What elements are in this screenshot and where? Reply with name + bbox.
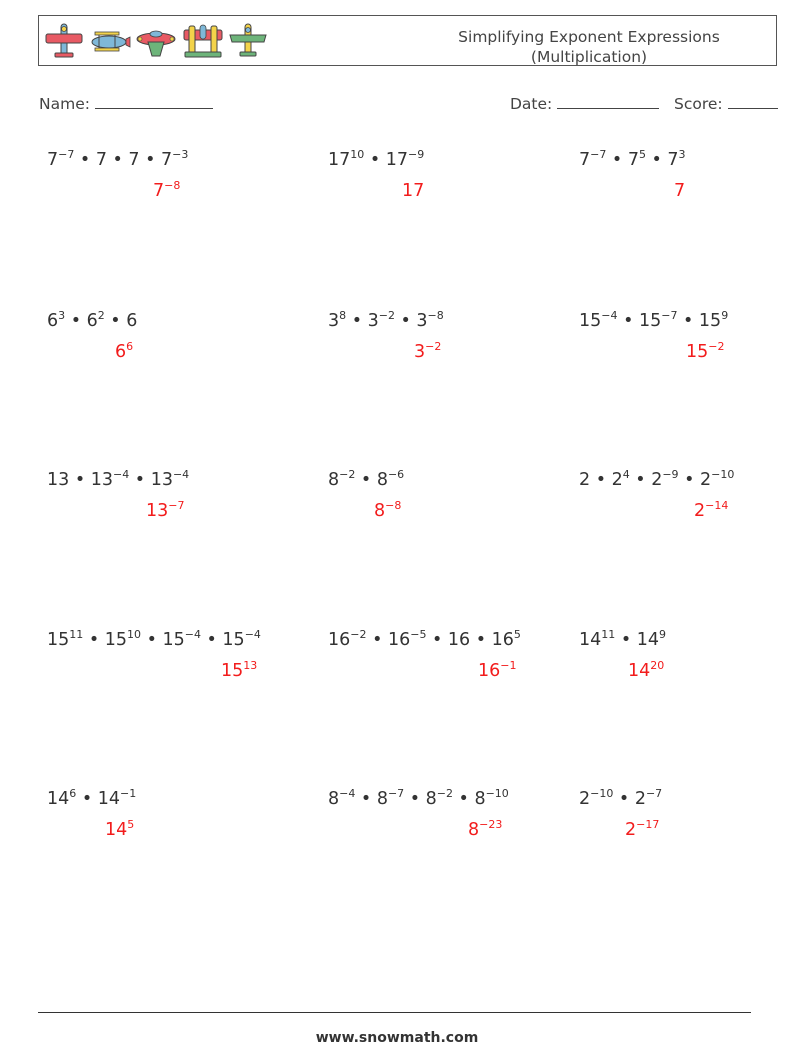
- term-exponent: 10: [350, 148, 365, 161]
- problem-6: [579, 311, 728, 331]
- term-base: 2: [634, 789, 646, 809]
- name-field[interactable]: [95, 93, 213, 109]
- term: [222, 630, 261, 650]
- term-base: 7: [161, 150, 173, 170]
- footer-url: www.snowmath.com: [315, 1030, 479, 1046]
- answer-6: [686, 342, 725, 362]
- multiply-dot: •: [613, 789, 635, 809]
- term: [328, 470, 355, 490]
- answer-1: [153, 181, 180, 201]
- term: [700, 470, 734, 490]
- multiply-dot: •: [106, 150, 129, 170]
- multiply-dot: •: [355, 789, 377, 809]
- problem-12: [579, 630, 666, 650]
- answer-exponent: −14: [705, 499, 729, 512]
- term-base: 14: [636, 630, 660, 650]
- term-exponent: −5: [410, 628, 427, 641]
- term-exponent: −10: [590, 787, 614, 800]
- problem-2: [328, 150, 424, 170]
- term-base: 8: [376, 470, 388, 490]
- date-label: Date:: [510, 95, 553, 113]
- term-exponent: −6: [387, 468, 405, 481]
- worksheet-title: [399, 27, 779, 67]
- answer-base: 8: [374, 501, 386, 521]
- answer-7: [146, 501, 185, 521]
- answer-9: [694, 501, 728, 521]
- term-exponent: −1: [120, 787, 137, 800]
- term: [612, 470, 630, 490]
- answer-base: 6: [115, 342, 127, 362]
- term-base: 17: [385, 150, 409, 170]
- multiply-dot: •: [139, 150, 161, 170]
- name-row: [39, 93, 213, 113]
- term: [579, 311, 618, 331]
- term-exponent: −4: [184, 628, 201, 641]
- multiply-dot: •: [74, 150, 96, 170]
- term: [667, 150, 685, 170]
- answer-base: 14: [105, 820, 128, 840]
- twin-engine-plane-icon: [181, 22, 225, 60]
- multiply-dot: •: [452, 789, 475, 809]
- answer-2: [402, 181, 424, 201]
- term-exponent: 8: [339, 309, 347, 322]
- answer-exponent: −8: [164, 179, 181, 192]
- term-exponent: −2: [339, 468, 356, 481]
- term: [579, 789, 613, 809]
- term-base: 13: [90, 470, 114, 490]
- answer-base: 3: [414, 342, 426, 362]
- term-base: 6: [47, 311, 59, 331]
- term-exponent: 2: [97, 309, 105, 322]
- term: [448, 630, 470, 650]
- term-base: 8: [328, 789, 340, 809]
- term: [377, 470, 404, 490]
- term-exponent: 4: [622, 468, 630, 481]
- term: [96, 150, 107, 170]
- multiply-dot: •: [76, 789, 98, 809]
- term: [151, 470, 190, 490]
- problem-11: [328, 630, 521, 650]
- term: [328, 311, 346, 331]
- term-base: 7: [627, 150, 639, 170]
- multiply-dot: •: [65, 311, 87, 331]
- multiply-dot: •: [141, 630, 163, 650]
- term-exponent: −2: [350, 628, 367, 641]
- term-base: 2: [579, 789, 591, 809]
- term-exponent: 10: [127, 628, 142, 641]
- term: [579, 150, 606, 170]
- answer-base: 16: [478, 661, 501, 681]
- answer-exponent: 20: [650, 659, 665, 672]
- answer-12: [628, 661, 664, 681]
- title-line-2: (Multiplication): [530, 48, 648, 66]
- multiply-dot: •: [83, 630, 105, 650]
- multiply-dot: •: [678, 470, 700, 490]
- term: [98, 789, 137, 809]
- term-base: 2: [700, 470, 712, 490]
- answer-exponent: −8: [385, 499, 402, 512]
- problem-4: [47, 311, 137, 331]
- problem-15: [579, 789, 662, 809]
- term-base: 3: [416, 311, 428, 331]
- multiply-dot: •: [645, 150, 668, 170]
- multiply-dot: •: [629, 470, 652, 490]
- term-base: 6: [126, 311, 138, 331]
- term-base: 13: [47, 470, 70, 490]
- term: [635, 789, 662, 809]
- term-base: 3: [328, 311, 340, 331]
- problem-10: [47, 630, 261, 650]
- term-exponent: −2: [436, 787, 453, 800]
- term-base: 15: [222, 630, 245, 650]
- problem-3: [579, 150, 686, 170]
- term-exponent: 5: [513, 628, 521, 641]
- term-base: 13: [150, 470, 173, 490]
- term-exponent: −4: [172, 468, 190, 481]
- biplane-icon: [87, 22, 131, 60]
- term: [426, 789, 453, 809]
- answer-base: 2: [625, 820, 637, 840]
- term: [47, 470, 69, 490]
- term-base: 7: [95, 150, 107, 170]
- multiply-dot: •: [615, 630, 637, 650]
- answer-14: [468, 820, 502, 840]
- term-base: 15: [104, 630, 128, 650]
- term-exponent: −8: [427, 309, 444, 322]
- term-base: 7: [579, 150, 591, 170]
- term-base: 16: [447, 630, 471, 650]
- term-exponent: −3: [172, 148, 189, 161]
- term: [47, 311, 65, 331]
- term-base: 14: [579, 630, 602, 650]
- answer-11: [478, 661, 517, 681]
- term-exponent: −7: [661, 309, 678, 322]
- term-exponent: −4: [113, 468, 130, 481]
- answer-exponent: 5: [127, 818, 135, 831]
- term-exponent: −4: [601, 309, 618, 322]
- multiply-dot: •: [606, 150, 628, 170]
- multiply-dot: •: [394, 311, 417, 331]
- term-exponent: −7: [387, 787, 405, 800]
- answer-base: 17: [402, 181, 425, 201]
- problem-8: [328, 470, 404, 490]
- multiply-dot: •: [677, 311, 699, 331]
- term-exponent: −2: [378, 309, 395, 322]
- term: [579, 630, 615, 650]
- term-base: 16: [328, 630, 351, 650]
- multiply-dot: •: [104, 311, 127, 331]
- term: [579, 470, 590, 490]
- term-exponent: −9: [662, 468, 679, 481]
- problem-9: [579, 470, 734, 490]
- term-exponent: 11: [601, 628, 616, 641]
- answer-exponent: −2: [425, 340, 442, 353]
- term: [161, 150, 188, 170]
- term: [162, 630, 201, 650]
- answer-base: 7: [153, 181, 165, 201]
- answer-base: 2: [694, 501, 706, 521]
- multiply-dot: •: [470, 630, 492, 650]
- term-base: 3: [367, 311, 379, 331]
- term-base: 2: [651, 470, 663, 490]
- answer-exponent: −17: [636, 818, 660, 831]
- term-base: 15: [47, 630, 70, 650]
- term-base: 8: [425, 789, 437, 809]
- term-base: 14: [47, 789, 70, 809]
- term-base: 16: [491, 630, 514, 650]
- term-exponent: −10: [485, 787, 509, 800]
- answer-base: 14: [628, 661, 651, 681]
- multiply-dot: •: [366, 630, 388, 650]
- term-exponent: −9: [408, 148, 425, 161]
- term: [87, 311, 105, 331]
- term: [386, 150, 425, 170]
- term-base: 8: [328, 470, 340, 490]
- term-exponent: 9: [721, 309, 729, 322]
- answer-exponent: 13: [243, 659, 258, 672]
- term-base: 7: [128, 150, 140, 170]
- multiply-dot: •: [364, 150, 386, 170]
- term-exponent: 3: [58, 309, 66, 322]
- propeller-plane-icon: [228, 22, 268, 60]
- answer-exponent: −23: [479, 818, 503, 831]
- multiply-dot: •: [69, 470, 91, 490]
- date-score-row: [510, 93, 778, 113]
- term: [126, 311, 137, 331]
- multiply-dot: •: [590, 470, 612, 490]
- term-exponent: 6: [69, 787, 77, 800]
- term-exponent: −7: [58, 148, 75, 161]
- problem-13: [47, 789, 136, 809]
- answer-base: 7: [674, 181, 686, 201]
- term-exponent: −4: [244, 628, 261, 641]
- title-line-1: Simplifying Exponent Expressions: [458, 28, 720, 46]
- term: [628, 150, 646, 170]
- term: [637, 630, 666, 650]
- answer-base: 13: [146, 501, 169, 521]
- term-base: 14: [97, 789, 121, 809]
- term-exponent: 5: [638, 148, 646, 161]
- date-field[interactable]: [557, 93, 659, 109]
- answer-exponent: 6: [126, 340, 134, 353]
- term-exponent: −4: [339, 787, 356, 800]
- problem-14: [328, 789, 509, 809]
- answer-13: [105, 820, 134, 840]
- term: [368, 311, 395, 331]
- term: [328, 789, 355, 809]
- term: [91, 470, 130, 490]
- term-base: 17: [328, 150, 351, 170]
- term-exponent: 9: [659, 628, 667, 641]
- term: [388, 630, 427, 650]
- problem-1: [47, 150, 188, 170]
- multiply-dot: •: [426, 630, 448, 650]
- term: [492, 630, 521, 650]
- term-base: 6: [86, 311, 98, 331]
- answer-base: 15: [221, 661, 244, 681]
- problem-7: [47, 470, 189, 490]
- footer-divider: [38, 1012, 751, 1013]
- term-base: 8: [474, 789, 486, 809]
- answer-base: 8: [468, 820, 480, 840]
- answer-8: [374, 501, 401, 521]
- score-label: Score:: [674, 95, 723, 113]
- term: [377, 789, 404, 809]
- term-base: 7: [667, 150, 679, 170]
- jet-plane-icon: [134, 22, 178, 60]
- term-base: 15: [638, 311, 662, 331]
- term: [47, 630, 83, 650]
- multiply-dot: •: [129, 470, 151, 490]
- answer-15: [625, 820, 659, 840]
- term: [105, 630, 141, 650]
- airplane-logos: [44, 20, 274, 62]
- term: [651, 470, 678, 490]
- multiply-dot: •: [200, 630, 223, 650]
- term-exponent: −7: [645, 787, 663, 800]
- term-base: 2: [611, 470, 623, 490]
- name-label: Name:: [39, 95, 90, 113]
- term-exponent: −10: [711, 468, 735, 481]
- multiply-dot: •: [355, 470, 377, 490]
- multiply-dot: •: [346, 311, 368, 331]
- term-exponent: 11: [69, 628, 84, 641]
- term-base: 16: [387, 630, 411, 650]
- airplane-icon: [44, 22, 84, 60]
- term-base: 8: [376, 789, 388, 809]
- term: [416, 311, 443, 331]
- term-base: 2: [579, 470, 591, 490]
- term: [474, 789, 508, 809]
- term-exponent: −7: [590, 148, 607, 161]
- answer-4: [115, 342, 133, 362]
- term-exponent: 3: [678, 148, 686, 161]
- answer-exponent: −1: [500, 659, 517, 672]
- answer-5: [414, 342, 441, 362]
- term-base: 15: [579, 311, 602, 331]
- answer-exponent: −2: [708, 340, 725, 353]
- term: [47, 150, 74, 170]
- term-base: 15: [162, 630, 185, 650]
- term-base: 15: [698, 311, 722, 331]
- multiply-dot: •: [404, 789, 426, 809]
- answer-base: 15: [686, 342, 709, 362]
- term: [699, 311, 728, 331]
- term-base: 7: [47, 150, 59, 170]
- term: [328, 630, 367, 650]
- score-field[interactable]: [728, 93, 778, 109]
- term: [47, 789, 76, 809]
- term: [328, 150, 364, 170]
- answer-10: [221, 661, 257, 681]
- problem-5: [328, 311, 444, 331]
- worksheet-header: [38, 15, 777, 66]
- answer-3: [674, 181, 685, 201]
- term: [128, 150, 139, 170]
- term: [639, 311, 678, 331]
- multiply-dot: •: [617, 311, 639, 331]
- answer-exponent: −7: [168, 499, 185, 512]
